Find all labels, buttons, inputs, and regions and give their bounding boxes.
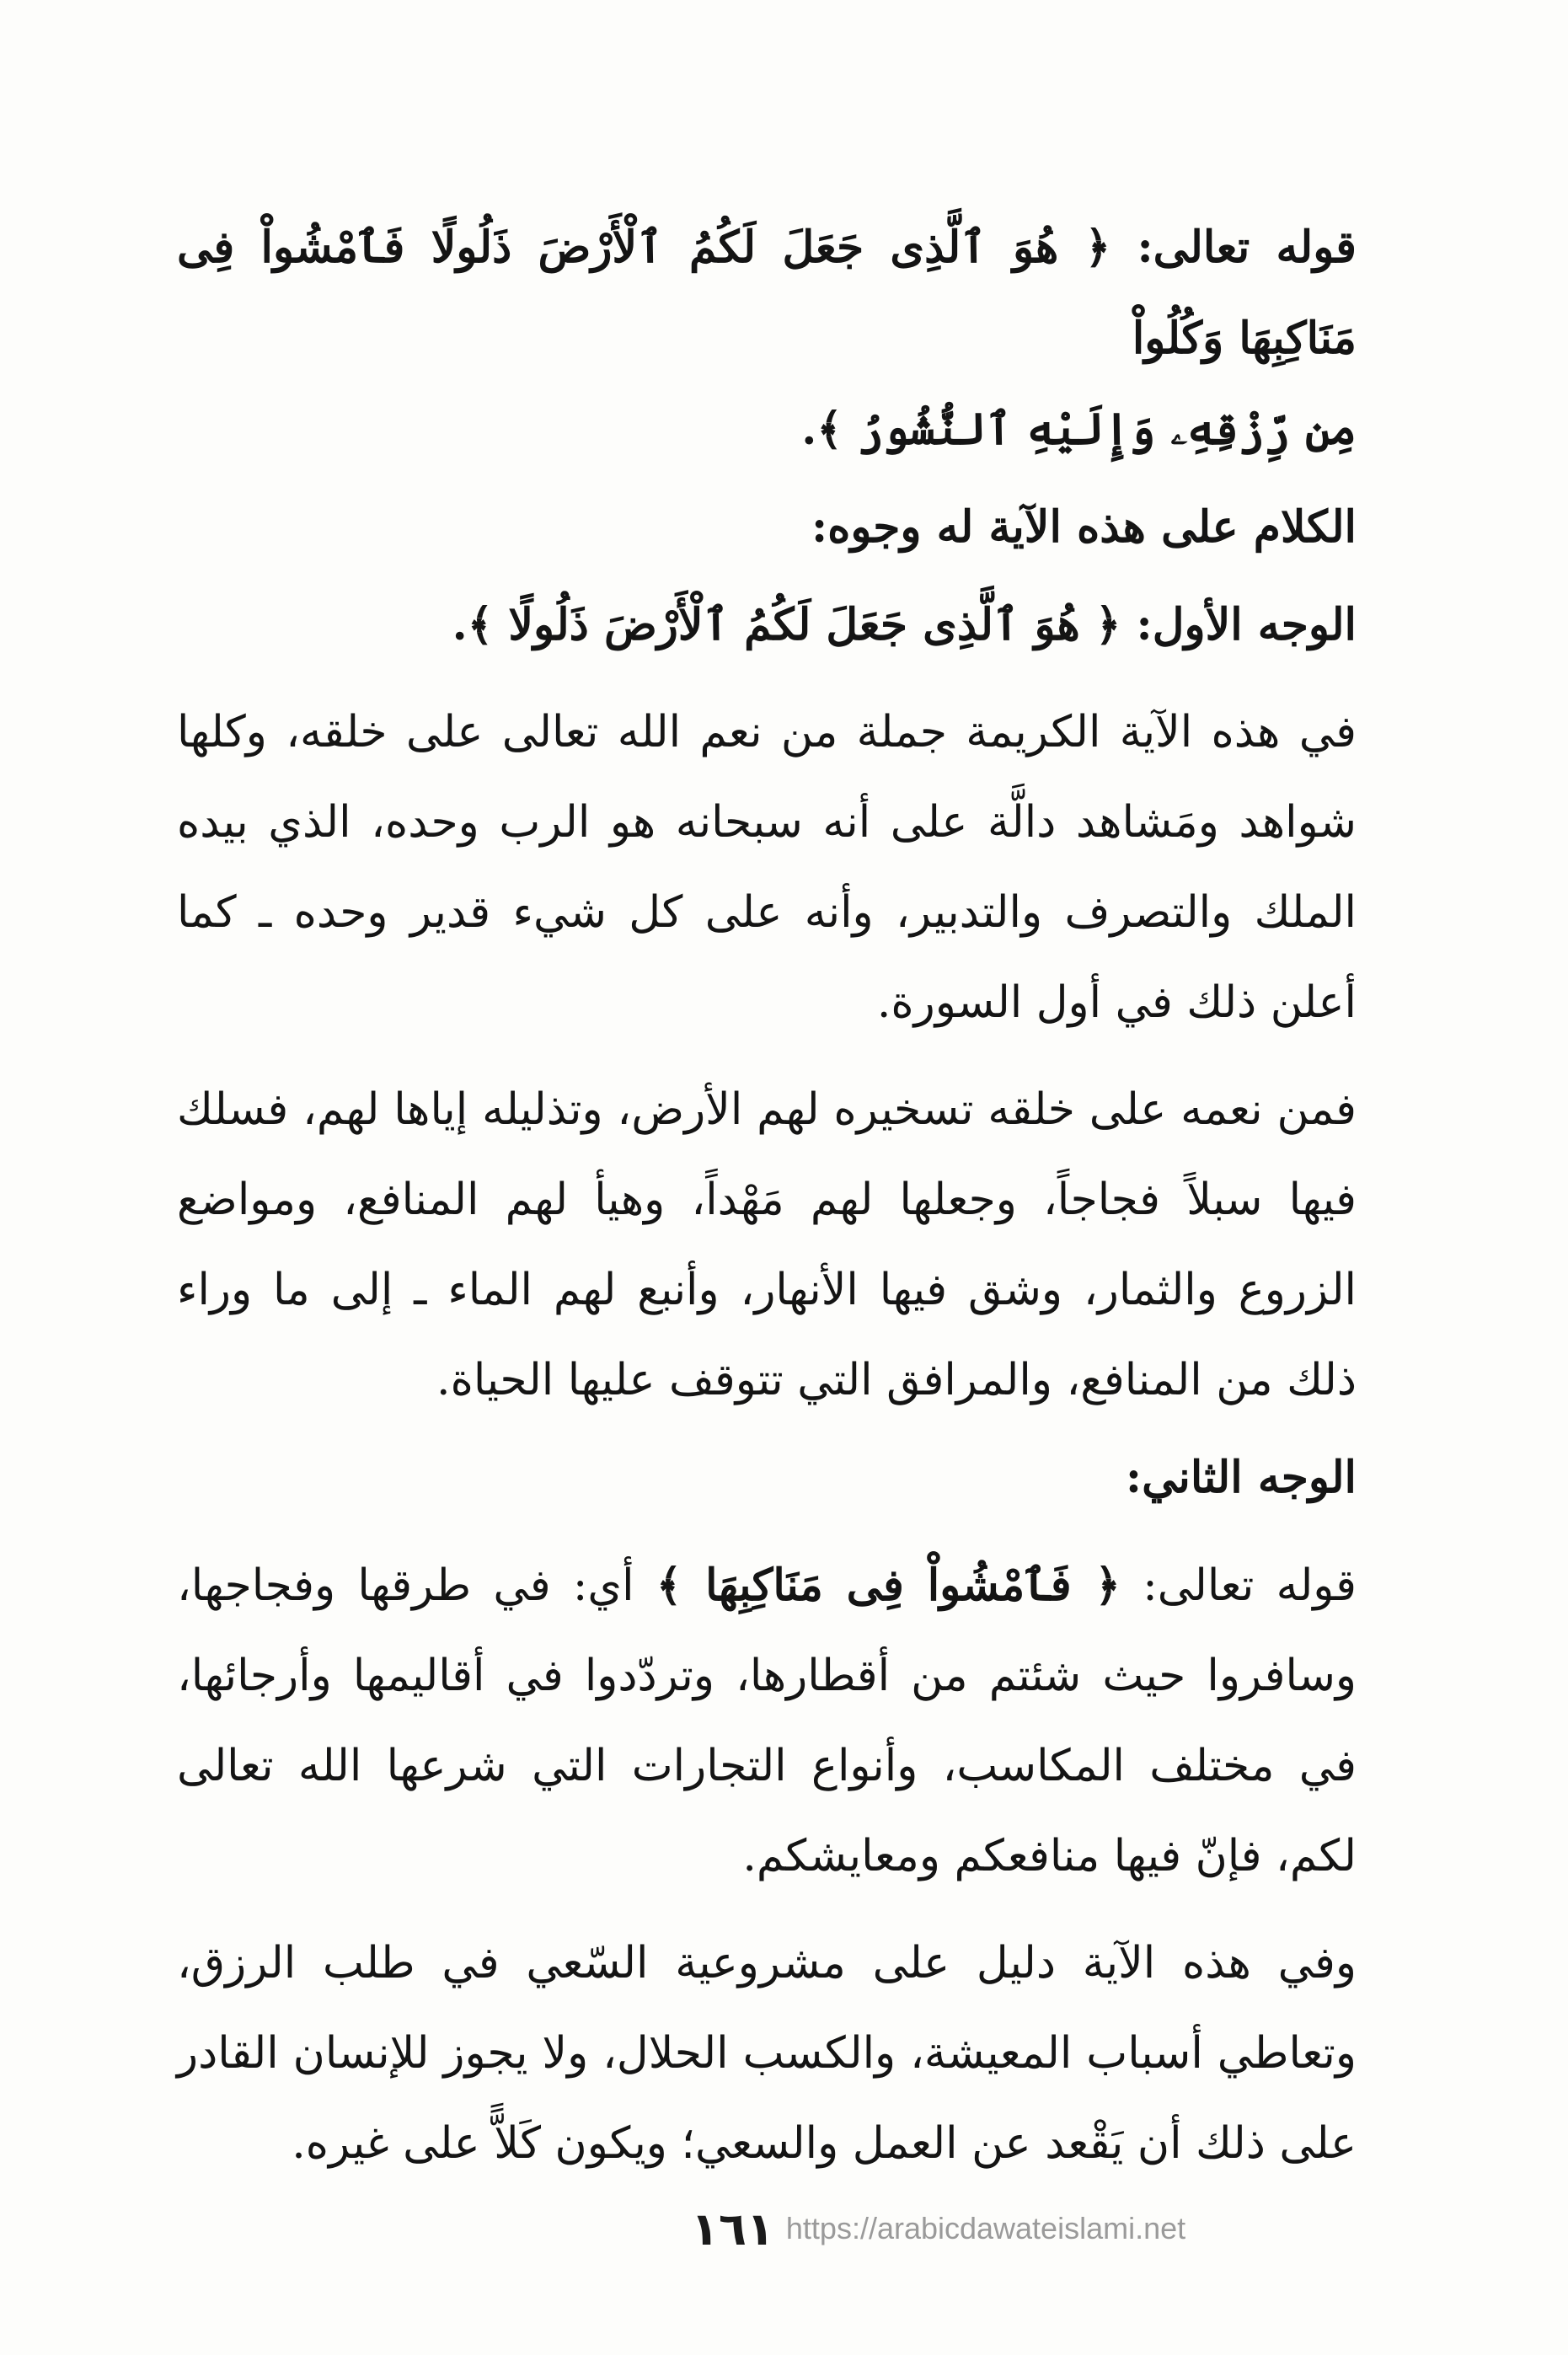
- aspect-2-paragraph: [177, 1540, 1357, 1902]
- aspect-1-title: الوجه الأول:: [1136, 599, 1357, 650]
- aspect-2-verse: ﴿ فَٱمْشُواْ فِى مَنَاكِبِهَا ﴾: [656, 1560, 1121, 1611]
- paragraph: وفي هذه الآية دليل على مشروعية السّعي في طلب الرزق، وتعاطي أسباب المعيشة، والكسب الحلال، ولا يجوز للإنسان القادر على ذلك أن يَقْعد عن العمل والسعي؛ ويكون كَلاًّ على غيره.: [177, 1938, 1357, 2169]
- aspect-1-verse: ﴿ هُوَ ٱلَّذِى جَعَلَ لَكُمُ ٱلْأَرْضَ ذَلُولًا ﴾.: [452, 599, 1121, 650]
- aspect-2-lead: قوله تعالى:: [1143, 1560, 1357, 1611]
- page-body: [177, 202, 1357, 2189]
- section-heading: الكلام على هذه الآية له وجوه:: [811, 501, 1357, 553]
- page-number: ١٦١: [691, 2202, 774, 2256]
- paragraph: في هذه الآية الكريمة جملة من نعم الله تعالى على خلقه، وكلها شواهد ومَشاهد دالَّة على أنه سبحانه هو الرب وحده، الذي بيده الملك والتصرف والتدبير، وأنه على كل شيء قدير وحده ـ كما أعلن ذلك في أول السورة.: [177, 707, 1357, 1028]
- source-url: https://arabicdawateislami.net: [785, 2211, 1186, 2245]
- opening-verse-line-2: [177, 384, 1357, 475]
- aspect-2-explanation: أي: في طرقها وفجاجها، وسافروا حيث شئتم من أقطارها، وتردّدوا في أقاليمها وأرجائها، في مختلف المكاسب، وأنواع التجارات التي شرعها الله تعالى لكم، فإنّ فيها منافعكم ومعايشكم.: [177, 1560, 1357, 1881]
- aspect-1-heading: [177, 580, 1357, 671]
- quran-verse-part2: مِن رِّزْقِهِۦ وَإِلَيْهِ ٱلنُّشُورُ ﴾.: [801, 404, 1357, 455]
- opening-verse-line-1: [177, 202, 1357, 384]
- aspect-2-heading: الوجه الثاني:: [1125, 1452, 1357, 1503]
- opening-lead: قوله تعالى:: [1137, 222, 1357, 273]
- page-footer: [691, 2199, 1298, 2258]
- quran-verse-part1: ﴿ هُوَ ٱلَّذِى جَعَلَ لَكُمُ ٱلْأَرْضَ ذَلُولًا فَٱمْشُواْ فِى مَنَاكِبِهَا وَكُلُواْ: [177, 222, 1357, 364]
- paragraph: فمن نعمه على خلقه تسخيره لهم الأرض، وتذليله إياها لهم، فسلك فيها سبلاً فجاجاً، وجعلها لهم مَهْداً، وهيأ لهم المنافع، ومواضع الزروع والثمار، وشق فيها الأنهار، وأنبع لهم الماء ـ إلى ما وراء ذلك من المنافع، والمرافق التي تتوقف عليها الحياة.: [177, 1084, 1357, 1405]
